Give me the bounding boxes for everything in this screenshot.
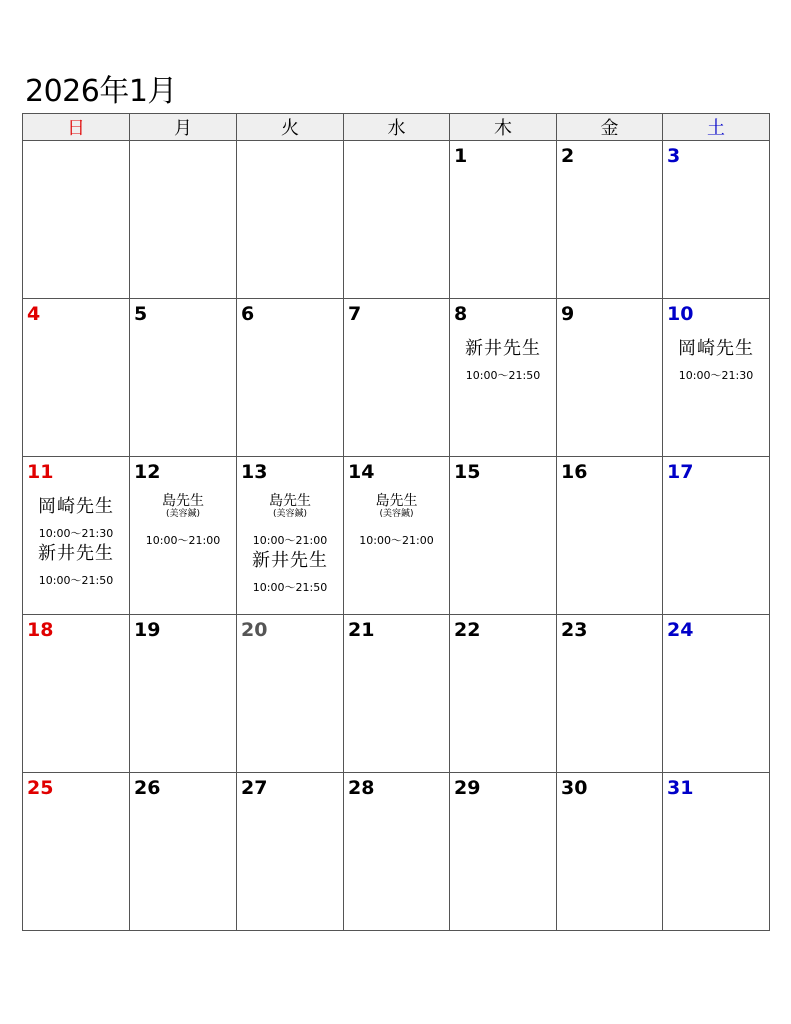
calendar-day-cell[interactable] (130, 615, 237, 773)
weekday-wednesday: 水 (344, 114, 450, 141)
calendar-day-cell[interactable] (557, 141, 663, 299)
day-number: 21 (348, 619, 375, 641)
day-number: 9 (561, 303, 575, 325)
calendar-day-cell[interactable] (344, 773, 450, 931)
day-number: 24 (667, 619, 694, 641)
calendar-day-cell[interactable] (237, 457, 344, 615)
calendar-day-cell[interactable] (450, 299, 557, 457)
day-number: 29 (454, 777, 481, 799)
schedule-time: 10:00〜21:00 (359, 534, 434, 547)
day-number: 20 (241, 619, 268, 641)
calendar-day-cell[interactable] (237, 773, 344, 931)
day-number (344, 141, 449, 145)
service-note: (美容鍼) (379, 509, 414, 519)
calendar-day-cell[interactable] (23, 457, 130, 615)
practitioner-name: 島先生 (375, 493, 418, 509)
calendar-day-cell[interactable] (557, 773, 663, 931)
schedule-entry (23, 544, 129, 587)
calendar-day-cell[interactable] (237, 141, 344, 299)
calendar-day-cell[interactable] (557, 615, 663, 773)
service-note: (美容鍼) (165, 509, 201, 519)
calendar-day-cell[interactable] (557, 457, 663, 615)
day-number: 2 (561, 145, 575, 167)
day-number: 5 (134, 303, 148, 325)
schedule-time: 10:00〜21:00 (145, 534, 221, 547)
calendar-day-cell[interactable] (130, 299, 237, 457)
day-number: 26 (134, 777, 161, 799)
calendar-day-cell[interactable] (130, 457, 237, 615)
day-number: 14 (348, 461, 375, 483)
weekday-tuesday: 火 (237, 114, 344, 141)
schedule-entry (23, 497, 129, 540)
schedule-entry (130, 493, 236, 547)
calendar-day-cell[interactable] (450, 773, 557, 931)
schedule-entry (450, 339, 556, 382)
calendar-day-cell[interactable] (450, 457, 557, 615)
calendar-grid (22, 113, 770, 931)
day-number: 19 (134, 619, 161, 641)
calendar-day-cell[interactable] (663, 457, 770, 615)
weekday-friday: 金 (557, 114, 663, 141)
schedule-time: 10:00〜21:50 (465, 369, 541, 382)
weekday-sunday: 日 (23, 114, 130, 141)
calendar-day-cell[interactable] (23, 773, 130, 931)
day-number: 8 (454, 303, 468, 325)
calendar-day-cell[interactable] (23, 299, 130, 457)
schedule-entry (237, 493, 343, 547)
calendar-week-row (23, 141, 770, 299)
day-number: 1 (454, 145, 468, 167)
day-number: 3 (667, 145, 681, 167)
calendar-day-cell[interactable] (663, 141, 770, 299)
weekday-thursday: 木 (450, 114, 557, 141)
day-number: 7 (348, 303, 362, 325)
service-note: (美容鍼) (272, 509, 308, 519)
practitioner-name: 岡崎先生 (678, 338, 754, 359)
day-number: 18 (27, 619, 54, 641)
page-title: 2026年1月 (25, 74, 177, 109)
day-number: 30 (561, 777, 588, 799)
schedule-time: 10:00〜21:50 (38, 574, 114, 587)
calendar-week-row (23, 299, 770, 457)
calendar-week-row (23, 457, 770, 615)
day-number: 25 (27, 777, 54, 799)
day-number (130, 141, 236, 145)
practitioner-name: 島先生 (162, 493, 204, 509)
day-number: 16 (561, 461, 588, 483)
day-number: 17 (667, 461, 694, 483)
calendar-day-cell[interactable] (344, 615, 450, 773)
day-number: 27 (241, 777, 268, 799)
schedule-time: 10:00〜21:30 (38, 527, 114, 540)
day-number: 12 (134, 461, 161, 483)
calendar-day-cell[interactable] (450, 141, 557, 299)
practitioner-name: 島先生 (269, 493, 311, 509)
weekday-header-row (23, 114, 770, 141)
practitioner-name: 新井先生 (252, 550, 328, 571)
practitioner-name: 新井先生 (38, 543, 114, 564)
day-number: 15 (454, 461, 481, 483)
schedule-time: 10:00〜21:00 (252, 534, 328, 547)
calendar-day-cell[interactable] (663, 773, 770, 931)
calendar-day-cell[interactable] (663, 615, 770, 773)
calendar-day-cell[interactable] (130, 141, 237, 299)
day-number (237, 141, 343, 145)
calendar-day-cell[interactable] (557, 299, 663, 457)
day-number: 31 (667, 777, 694, 799)
day-number: 22 (454, 619, 481, 641)
calendar-day-cell[interactable] (344, 457, 450, 615)
day-number (23, 141, 129, 145)
schedule-entry (237, 551, 343, 594)
schedule-entry (344, 493, 449, 547)
calendar-day-cell[interactable] (344, 141, 450, 299)
schedule-time: 10:00〜21:30 (678, 369, 754, 382)
schedule-time: 10:00〜21:50 (252, 581, 328, 594)
calendar-day-cell[interactable] (450, 615, 557, 773)
calendar-day-cell[interactable] (130, 773, 237, 931)
day-number: 6 (241, 303, 255, 325)
calendar-day-cell[interactable] (663, 299, 770, 457)
calendar-day-cell[interactable] (237, 615, 344, 773)
day-number: 28 (348, 777, 375, 799)
schedule-entry (663, 339, 769, 382)
day-number: 23 (561, 619, 588, 641)
calendar-day-cell[interactable] (344, 299, 450, 457)
weekday-saturday: 土 (663, 114, 770, 141)
calendar-week-row (23, 615, 770, 773)
practitioner-name: 新井先生 (465, 338, 541, 359)
day-number: 10 (667, 303, 694, 325)
day-number: 13 (241, 461, 268, 483)
calendar-day-cell[interactable] (23, 615, 130, 773)
practitioner-name: 岡崎先生 (38, 496, 114, 517)
day-number: 4 (27, 303, 41, 325)
calendar-week-row (23, 773, 770, 931)
calendar-day-cell[interactable] (23, 141, 130, 299)
day-number: 11 (27, 461, 54, 483)
weekday-monday: 月 (130, 114, 237, 141)
calendar-day-cell[interactable] (237, 299, 344, 457)
